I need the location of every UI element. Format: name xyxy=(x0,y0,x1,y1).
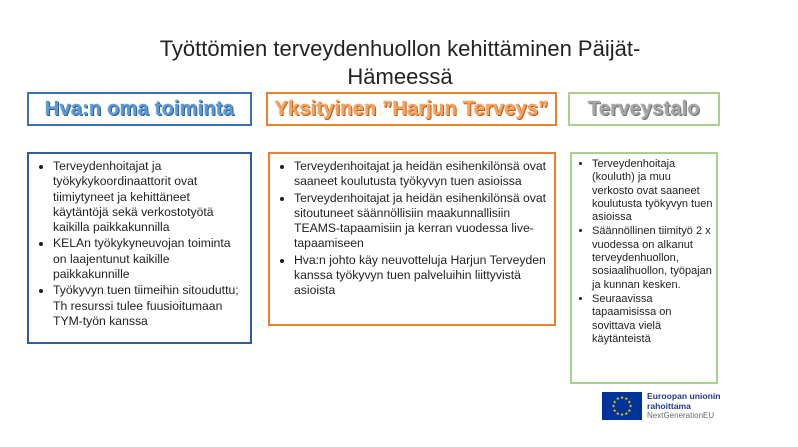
eu-star-icon: ★ xyxy=(611,403,616,409)
eu-star-icon: ★ xyxy=(628,403,633,409)
list-item: • Työkyvyn tuen tiimeihin sitouduttu; Th resurssi tulee fuusioitumaan TYM-työn kanssa xyxy=(53,283,246,329)
eu-funding-logo xyxy=(602,388,722,428)
eu-star-icon: ★ xyxy=(619,395,625,401)
list-item: • Terveydenhoitaja (kouluth) ja muu verkosto ovat saaneet koulutusta työkyvyn tuen asioissa xyxy=(592,158,713,224)
content-box-hva xyxy=(27,152,252,344)
column-header-terveystalo-label: Terveystalo xyxy=(588,97,700,120)
list-item: • KELAn työkykyneuvojan toiminta on laajentunut kaikille paikkakunnille xyxy=(53,236,246,282)
page-title xyxy=(100,35,700,91)
page-title-line2: Hämeessä xyxy=(347,64,453,89)
column-header-terveystalo xyxy=(568,92,720,126)
eu-funding-line2: rahoittama xyxy=(647,401,691,412)
bullet-list-harjun-terveys xyxy=(274,159,550,299)
column-header-harjun-terveys-label: Yksityinen ”Harjun Terveys” xyxy=(274,97,549,120)
list-item: • Terveydenhoitajat ja heidän esihenkilönsä ovat saaneet koulutusta työkyvyn tuen asioissa xyxy=(294,159,550,190)
eu-star-icon: ★ xyxy=(615,410,620,416)
eu-star-icon: ★ xyxy=(612,399,617,405)
list-item: • Terveydenhoitajat ja työkykykoordinaattorit ovat tiimiytyneet ja kehittäneet käytäntöjä sekä verkostotyötä kaikilla paikkakunnilla xyxy=(53,159,246,235)
eu-star-icon: ★ xyxy=(624,396,629,402)
eu-star-icon: ★ xyxy=(627,407,632,413)
list-item: • Terveydenhoitajat ja heidän esihenkilönsä ovat sitoutuneet säännöllisiin maakunnallisiin TEAMS-tapaamisiin ja kerran vuodessa live-tapaamiseen xyxy=(294,191,550,252)
column-header-hva xyxy=(27,92,252,126)
eu-star-icon: ★ xyxy=(615,396,620,402)
eu-star-icon: ★ xyxy=(624,410,629,416)
eu-funding-text xyxy=(647,391,721,422)
eu-funding-line3: NextGenerationEU xyxy=(647,411,715,421)
eu-star-icon: ★ xyxy=(627,399,632,405)
list-item: • Seuraavissa tapaamisissa on sovittava vielä käytänteistä xyxy=(592,293,713,346)
eu-star-icon: ★ xyxy=(612,407,617,413)
list-item: • Hva:n johto käy neuvotteluja Harjun Terveyden kanssa työkyvyn tuen palveluihin liittyvistä asioista xyxy=(294,253,550,299)
bullet-list-hva xyxy=(33,159,246,329)
eu-funding-line1: Euroopan unionin xyxy=(647,391,721,401)
eu-flag-icon xyxy=(602,392,642,420)
eu-star-icon: ★ xyxy=(619,412,625,418)
column-header-harjun-terveys xyxy=(266,92,557,126)
content-box-terveystalo xyxy=(570,152,718,384)
content-box-harjun-terveys xyxy=(268,152,556,326)
page-title-line1: Työttömien terveydenhuollon kehittäminen Päijät- xyxy=(159,36,641,61)
list-item: • Säännöllinen tiimityö 2 x vuodessa on alkanut terveydenhuollon, sosiaalihuollon, työpajan ja kunnan kesken. xyxy=(592,225,713,291)
column-header-hva-label: Hva:n oma toiminta xyxy=(44,97,235,120)
bullet-list-terveystalo xyxy=(575,158,713,346)
